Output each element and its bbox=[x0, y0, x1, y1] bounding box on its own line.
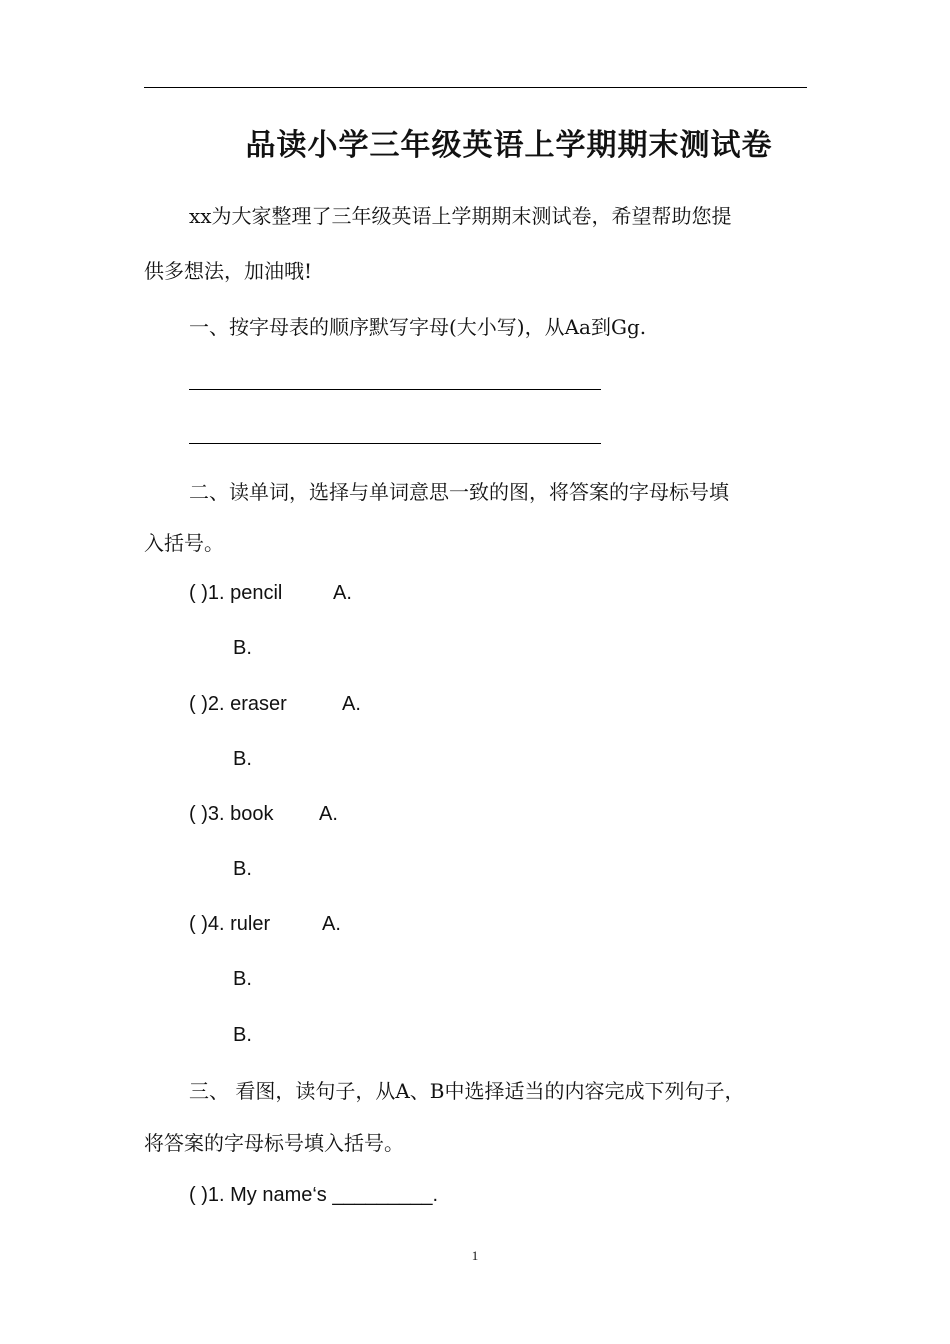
question-2-option-a: A. bbox=[342, 693, 361, 715]
section3-heading-line-2: 将答案的字母标号填入括号。 bbox=[144, 1131, 404, 1155]
section1-heading: 一、按字母表的顺序默写字母(大小写)，从Aa到Gg. bbox=[189, 315, 647, 339]
section2-heading-line-1: 二、读单词，选择与单词意思一致的图，将答案的字母标号填 bbox=[189, 480, 729, 504]
document-title: 品读小学三年级英语上学期期末测试卷 bbox=[245, 128, 773, 163]
section3-heading-line-1: 三、 看图，读句子，从A、B中选择适当的内容完成下列句子， bbox=[189, 1079, 745, 1103]
question-4-option-a: A. bbox=[322, 913, 341, 935]
extra-option-b: B. bbox=[233, 1024, 252, 1046]
question-1-option-a: A. bbox=[333, 582, 352, 604]
question-2-word: ( )2. eraser bbox=[189, 693, 287, 715]
answer-blank-line-1 bbox=[189, 389, 601, 390]
answer-blank-line-2 bbox=[189, 443, 601, 444]
question-2-option-b: B. bbox=[233, 748, 252, 770]
header-rule bbox=[144, 87, 807, 88]
question-3-option-b: B. bbox=[233, 858, 252, 880]
question-3-option-a: A. bbox=[319, 803, 338, 825]
intro-line-2: 供多想法，加油哦! bbox=[144, 259, 313, 283]
page-number: 1 bbox=[471, 1248, 479, 1263]
question-4-word: ( )4. ruler bbox=[189, 913, 271, 935]
section2-heading-line-2: 入括号。 bbox=[144, 531, 224, 555]
intro-line-1: xx为大家整理了三年级英语上学期期末测试卷，希望帮助您提 bbox=[189, 204, 732, 228]
section3-question-1: ( )1. My name‘s _________. bbox=[189, 1184, 439, 1206]
question-1-option-b: B. bbox=[233, 637, 252, 659]
question-1-word: ( )1. pencil bbox=[189, 582, 283, 604]
question-3-word: ( )3. book bbox=[189, 803, 274, 825]
question-4-option-b: B. bbox=[233, 968, 252, 990]
